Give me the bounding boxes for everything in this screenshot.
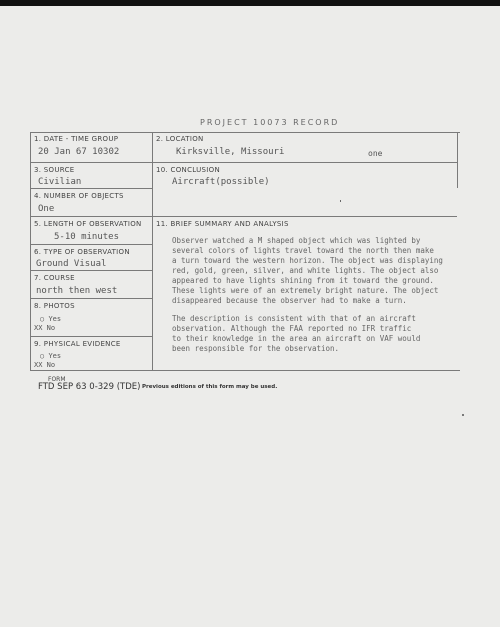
photos-label: 8. PHOTOS bbox=[34, 302, 75, 310]
record-form bbox=[30, 132, 460, 372]
photos-no bbox=[34, 324, 55, 332]
number-of-objects-value: One bbox=[38, 204, 55, 214]
row-divider bbox=[30, 162, 152, 163]
row-divider bbox=[30, 298, 152, 299]
physical-evidence-yes-label: Yes bbox=[48, 352, 62, 360]
footer-form-word: FORM bbox=[48, 376, 66, 383]
column-divider bbox=[152, 132, 153, 370]
scan-top-edge bbox=[0, 0, 500, 6]
length-of-observation-label: 5. LENGTH OF OBSERVATION bbox=[34, 220, 142, 228]
conclusion-value: Aircraft(possible) bbox=[172, 177, 270, 187]
photos-mark: XX bbox=[34, 324, 43, 332]
conclusion-label: 10. CONCLUSION bbox=[156, 166, 221, 174]
row-divider bbox=[30, 336, 152, 337]
location-extra: one bbox=[368, 149, 383, 158]
photos-yes: ○ Yes bbox=[40, 315, 62, 323]
summary-paragraph-2: The description is consistent with that of an aircraft observation. Although the FAA reported no IFR traffic to their knowledge in the area an aircraft on VAF would been responsible for the observation. bbox=[172, 314, 421, 353]
length-of-observation-value: 5-10 minutes bbox=[54, 232, 120, 242]
footer-note: Previous editions of this form may be used. bbox=[142, 384, 278, 390]
number-of-objects-label: 4. NUMBER OF OBJECTS bbox=[34, 192, 124, 200]
scan-speck bbox=[462, 414, 464, 416]
course-value: north then west bbox=[36, 286, 118, 296]
source-value: Civilian bbox=[38, 177, 82, 187]
form-top-border bbox=[30, 132, 460, 133]
row-divider bbox=[30, 244, 152, 245]
photos-no-label: No bbox=[46, 324, 56, 332]
date-time-group-value: 20 Jan 67 10302 bbox=[38, 147, 120, 157]
row-divider bbox=[30, 216, 152, 217]
summary-paragraph-1: Observer watched a M shaped object which was lighted by several colors of lights travel toward the north then make a turn toward the western horizon. The object was displaying red, gold, green, silver, and white lights. The object also appeared to have lights shining from it toward the ground. These lights were of an extremely bright nature. The object disappeared because the observer had to make a turn. bbox=[172, 236, 443, 305]
photos-yes-label: Yes bbox=[48, 315, 62, 323]
row-divider bbox=[152, 162, 457, 163]
physical-evidence-label: 9. PHYSICAL EVIDENCE bbox=[34, 340, 121, 348]
form-right-border bbox=[457, 132, 458, 188]
form-bottom-border bbox=[30, 370, 460, 371]
type-of-observation-value: Ground Visual bbox=[36, 259, 107, 269]
physical-evidence-no-label: No bbox=[46, 361, 56, 369]
physical-evidence-mark: XX bbox=[34, 361, 43, 369]
row-divider bbox=[30, 188, 152, 189]
location-label: 2. LOCATION bbox=[156, 135, 204, 143]
form-left-border bbox=[30, 132, 31, 370]
location-value: Kirksville, Missouri bbox=[176, 147, 285, 157]
form-heading: PROJECT 10073 RECORD bbox=[200, 118, 340, 127]
scan-speck bbox=[340, 200, 341, 202]
physical-evidence-yes: ○ Yes bbox=[40, 352, 62, 360]
source-label: 3. SOURCE bbox=[34, 166, 75, 174]
physical-evidence-no bbox=[34, 361, 55, 369]
summary-label: 11. BRIEF SUMMARY AND ANALYSIS bbox=[156, 220, 289, 228]
row-divider bbox=[30, 270, 152, 271]
date-time-group-label: 1. DATE - TIME GROUP bbox=[34, 135, 119, 143]
footer-form-code: FTD SEP 63 0-329 (TDE) bbox=[38, 382, 141, 392]
type-of-observation-label: 6. TYPE OF OBSERVATION bbox=[34, 248, 130, 256]
course-label: 7. COURSE bbox=[34, 274, 75, 282]
row-divider bbox=[152, 216, 457, 217]
summary-text bbox=[172, 236, 460, 362]
